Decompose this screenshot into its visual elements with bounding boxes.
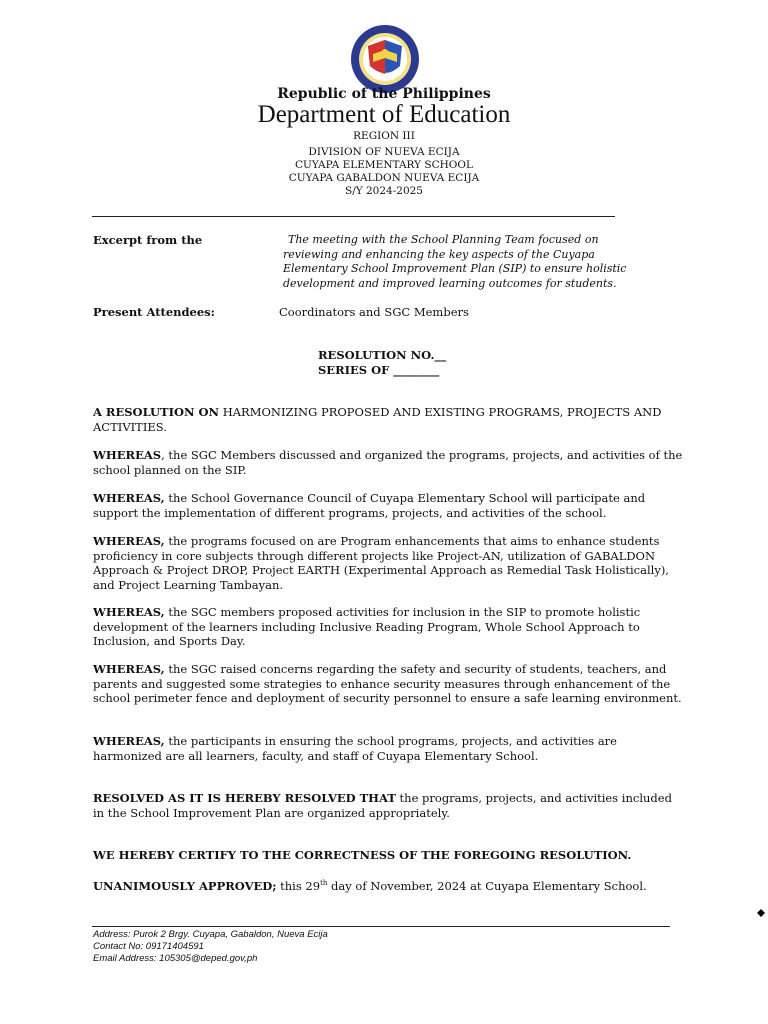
region-line: REGION III [353,130,415,142]
excerpt-label: Excerpt from the [93,233,203,247]
whereas-paragraph-2: WHEREAS, the School Governance Council of Cuyapa Elementary School will participate and support the implementation of different programs, projects, and activities of the school. [93,491,646,520]
resolution-series: SERIES OF ________ [318,363,440,377]
department-heading: Department of Education [257,101,511,128]
footer-address: Address: Purok 2 Brgy. Cuyapa, Gabaldon, Nueva Ecija [93,929,328,940]
school-year-line: S/Y 2024-2025 [345,185,423,197]
certification-statement: WE HEREBY CERTIFY TO THE CORRECTNESS OF THE FOREGOING RESOLUTION. [93,848,632,862]
excerpt-text: The meeting with the School Planning Team focused on reviewing and enhancing the key aspects of the Cuyapa Elementary School Improvement Plan (SIP) to ensure holistic development and improved learning outcomes for students. [283,233,627,290]
resolution-title: A RESOLUTION ON HARMONIZING PROPOSED AND EXISTING PROGRAMS, PROJECTS AND ACTIVITIES. [93,405,662,434]
whereas-paragraph-4: WHEREAS, the SGC members proposed activities for inclusion in the SIP to promote holistic development of the learners including Inclusive Reading Program, Whole School Approach to Inclusion, and Sports Day. [93,605,641,648]
resolution-number: RESOLUTION NO.__ [318,348,446,362]
diamond-bullet-icon [757,909,765,917]
school-line: CUYAPA ELEMENTARY SCHOOL [295,159,473,171]
whereas-paragraph-6: WHEREAS, the participants in ensuring the school programs, projects, and activities are harmonized are all learners, faculty, and staff of Cuyapa Elementary School. [93,734,617,763]
whereas-paragraph-1: WHEREAS, the SGC Members discussed and organized the programs, projects, and activities of the school planned on the SIP. [93,448,683,477]
division-line: DIVISION OF NUEVA ECIJA [308,146,460,158]
attendees-label: Present Attendees: [93,305,215,319]
republic-heading: Republic of the Philippines [277,86,491,102]
whereas-paragraph-5: WHEREAS, the SGC raised concerns regarding the safety and security of students, teachers, and parents and suggested some strategies to enhance security measures through enhancement of the school perimeter fence and deployment of security personnel to ensure a safe learning environment. [93,662,682,705]
header-divider [92,216,615,217]
deped-seal-logo [350,24,420,94]
approval-statement: UNANIMOUSLY APPROVED; this 29th day of November, 2024 at Cuyapa Elementary School. [93,878,647,893]
location-line: CUYAPA GABALDON NUEVA ECIJA [288,172,480,184]
resolved-paragraph: RESOLVED AS IT IS HEREBY RESOLVED THAT the programs, projects, and activities included in the School Improvement Plan are organized appropriately. [93,791,672,820]
whereas-paragraph-3: WHEREAS, the programs focused on are Program enhancements that aims to enhance students proficiency in core subjects through different projects like Project-AN, utilization of GABALDON Approach & Project DROP, Project EARTH (Experimental Approach as Remedial Task Holistically), and Project Learning Tambayan. [93,534,669,592]
attendees-value: Coordinators and SGC Members [279,305,469,319]
footer-divider [92,926,670,927]
footer-contact: Contact No: 09171404591 [93,941,204,952]
footer-email: Email Address: 105305@deped.gov,ph [93,953,258,964]
